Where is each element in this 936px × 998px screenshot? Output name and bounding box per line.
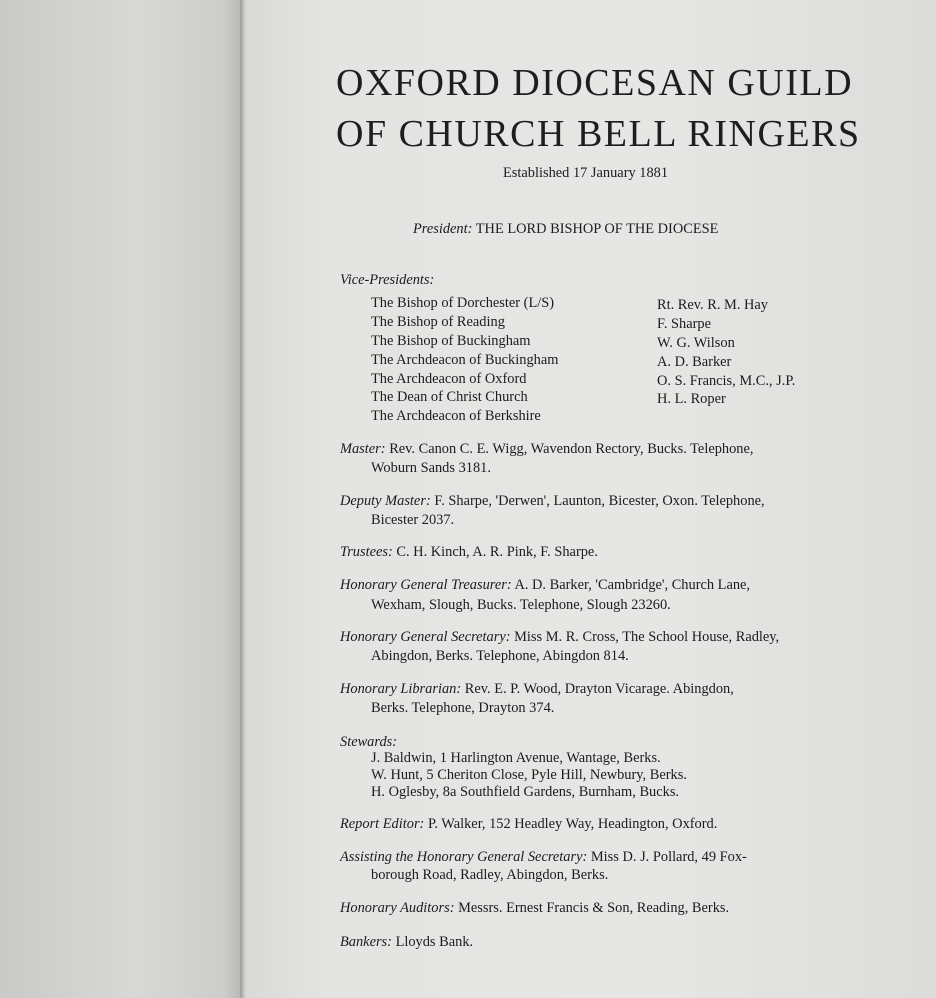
report-editor-line: Report Editor: P. Walker, 152 Headley Way, Headington, Oxford. — [340, 816, 718, 832]
report-editor-value: P. Walker, 152 Headley Way, Headington, Oxford. — [427, 816, 718, 832]
assisting-secretary-line-2: borough Road, Radley, Abingdon, Berks. — [371, 867, 609, 883]
title-line-1: OXFORD DIOCESAN GUILD — [336, 62, 854, 104]
master-line-1: Master: Rev. Canon C. E. Wigg, Wavendon Rectory, Bucks. Telephone, — [340, 441, 754, 457]
treasurer-line-1: Honorary General Treasurer: A. D. Barker, 'Cambridge', Church Lane, — [340, 577, 751, 593]
bankers-value: Lloyds Bank. — [395, 934, 474, 950]
librarian-value: Rev. E. P. Wood, Drayton Vicarage. Abingdon, — [464, 681, 734, 697]
secretary-line-1: Honorary General Secretary: Miss M. R. Cross, The School House, Radley, — [340, 629, 780, 645]
report-editor-label: Report Editor — [340, 816, 420, 832]
trustees-line: Trustees: C. H. Kinch, A. R. Pink, F. Sharpe. — [340, 544, 598, 560]
librarian-label: Honorary Librarian — [340, 681, 457, 697]
vp-name: Rt. Rev. R. M. Hay — [657, 297, 768, 313]
vp-office: The Archdeacon of Oxford — [371, 371, 527, 387]
deputy-master-value: F. Sharpe, 'Derwen', Launton, Bicester, Oxon. Telephone, — [434, 493, 765, 509]
auditors-value: Messrs. Ernest Francis & Son, Reading, Berks. — [458, 900, 730, 916]
assisting-secretary-line-1: Assisting the Honorary General Secretary: Miss D. J. Pollard, 49 Fox- — [340, 849, 747, 865]
trustees-label: Trustees — [340, 544, 388, 560]
vp-office: The Archdeacon of Berkshire — [371, 408, 541, 424]
secretary-line-2: Abingdon, Berks. Telephone, Abingdon 814. — [371, 648, 629, 664]
assisting-secretary-value: Miss D. J. Pollard, 49 Fox- — [590, 849, 747, 865]
president-line: President: THE LORD BISHOP OF THE DIOCESE — [413, 221, 719, 237]
vp-name: H. L. Roper — [657, 391, 726, 407]
trustees-value: C. H. Kinch, A. R. Pink, F. Sharpe. — [396, 544, 598, 560]
president-value: THE LORD BISHOP OF THE DIOCESE — [475, 221, 719, 237]
stewards-label: Stewards — [340, 734, 393, 750]
title-line-2: OF CHURCH BELL RINGERS — [336, 113, 861, 155]
vp-name: F. Sharpe — [657, 316, 712, 332]
librarian-line-2: Berks. Telephone, Drayton 374. — [371, 700, 555, 716]
auditors-line: Honorary Auditors: Messrs. Ernest Francis & Son, Reading, Berks. — [340, 900, 730, 916]
established-line: Established 17 January 1881 — [503, 165, 669, 181]
president-label: President — [413, 221, 468, 237]
secretary-label: Honorary General Secretary — [340, 629, 506, 645]
master-label: Master — [340, 441, 381, 457]
vp-office: The Bishop of Dorchester (L/S) — [371, 295, 555, 311]
steward-row: J. Baldwin, 1 Harlington Avenue, Wantage, Berks. — [371, 750, 661, 766]
bankers-label: Bankers — [340, 934, 388, 950]
treasurer-value: A. D. Barker, 'Cambridge', Church Lane, — [514, 577, 751, 593]
steward-row: H. Oglesby, 8a Southfield Gardens, Burnham, Bucks. — [371, 784, 680, 800]
vp-name: W. G. Wilson — [657, 335, 735, 351]
deputy-master-label: Deputy Master — [340, 493, 426, 509]
secretary-value: Miss M. R. Cross, The School House, Radley, — [514, 629, 780, 645]
auditors-label: Honorary Auditors — [340, 900, 450, 916]
vp-office: The Bishop of Reading — [371, 314, 505, 330]
deputy-master-line-2: Bicester 2037. — [371, 512, 455, 528]
vp-office: The Archdeacon of Buckingham — [371, 352, 559, 368]
vp-name: A. D. Barker — [657, 354, 732, 370]
bankers-line: Bankers: Lloyds Bank. — [340, 934, 474, 950]
stewards-heading: Stewards: — [340, 734, 398, 750]
treasurer-label: Honorary General Treasurer — [340, 577, 507, 593]
master-value: Rev. Canon C. E. Wigg, Wavendon Rectory, Bucks. Telephone, — [389, 441, 754, 457]
vp-office: The Bishop of Buckingham — [371, 333, 531, 349]
vice-presidents-label: Vice-Presidents — [340, 272, 430, 288]
vp-name: O. S. Francis, M.C., J.P. — [657, 373, 796, 389]
steward-row: W. Hunt, 5 Cheriton Close, Pyle Hill, Newbury, Berks. — [371, 767, 687, 783]
vp-office: The Dean of Christ Church — [371, 389, 528, 405]
assisting-secretary-label: Assisting the Honorary General Secretary — [340, 849, 583, 865]
left-page — [0, 0, 243, 998]
deputy-master-line-1: Deputy Master: F. Sharpe, 'Derwen', Launton, Bicester, Oxon. Telephone, — [340, 493, 765, 509]
master-line-2: Woburn Sands 3181. — [371, 460, 491, 476]
vice-presidents-heading: Vice-Presidents: — [340, 272, 435, 288]
librarian-line-1: Honorary Librarian: Rev. E. P. Wood, Drayton Vicarage. Abingdon, — [340, 681, 734, 697]
treasurer-line-2: Wexham, Slough, Bucks. Telephone, Slough 23260. — [371, 597, 671, 613]
